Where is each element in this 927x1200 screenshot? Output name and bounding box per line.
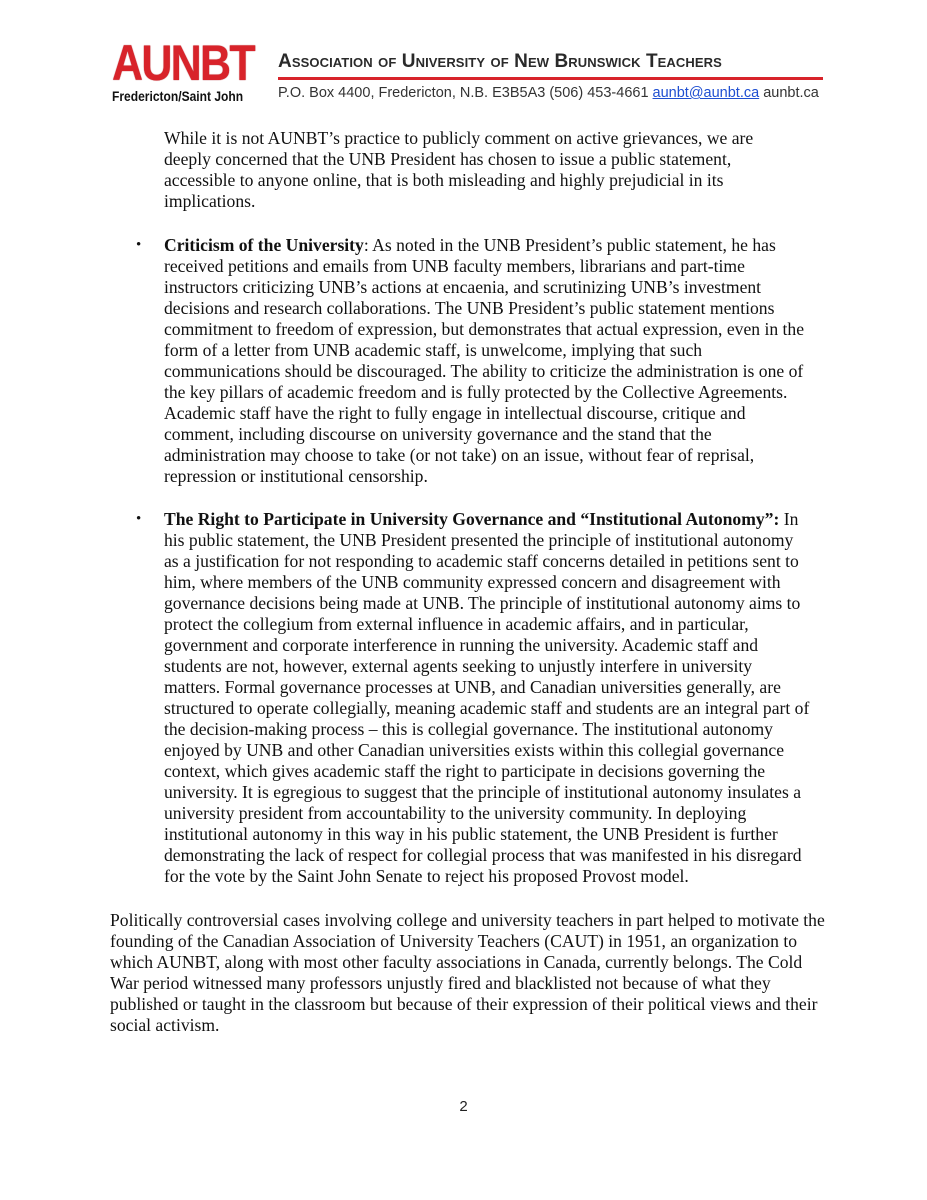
intro-paragraph: While it is not AUNBT’s practice to publicly comment on active grievances, we are deeply concerned that the UNB President has chosen to issue a public statement, accessible to anyone online, that is both misleading and highly prejudicial in its implications.: [164, 128, 754, 211]
list-item: [136, 235, 810, 487]
bullet-heading: The Right to Participate in University Governance and “Institutional Autonomy”:: [164, 509, 780, 529]
logo-text: AUNBT: [112, 35, 254, 91]
list-item: [136, 509, 810, 887]
bullet-heading: Criticism of the University: [164, 235, 364, 255]
aunbt-logo: [112, 35, 260, 104]
bullet-text: As noted in the UNB President’s public statement, he has received petitions and emails from UNB faculty members, librarians and part-time instructors criticizing UNB’s actions at encaenia, and scrutinizing UNB’s investment decisions and research collaborations. The UNB President’s public statement mentions commitment to freedom of expression, but demonstrates that actual expression, even in the form of a letter from UNB academic staff, is unwelcome, implying that such communications should be discouraged. The ability to criticize the administration is one of the key pillars of academic freedom and is fully protected by the Collective Agreements. Academic staff have the right to fully engage in intellectual discourse, critique and comment, including discourse on university governance and the stand that the administration may choose to take (or not take) on an issue, without fear of reprisal, repression or institutional censorship.: [164, 235, 805, 486]
postal-address: P.O. Box 4400, Fredericton, N.B. E3B5A3 (506) 453-4661: [278, 85, 649, 101]
letter-body: [110, 128, 826, 1036]
bullet-list: [110, 235, 826, 887]
bullet-marker: •: [136, 237, 142, 253]
logo-subtitle: Fredericton/Saint John: [112, 88, 244, 104]
letterhead: [112, 35, 822, 110]
organization-name: Association of University of New Brunswick Teachers: [278, 50, 823, 80]
bullet-separator: :: [363, 235, 373, 255]
bullet-marker: •: [136, 511, 142, 527]
page-number: 2: [459, 1098, 468, 1115]
organization-info: [278, 50, 823, 102]
contact-line: [278, 84, 823, 102]
email-link[interactable]: aunbt@aunbt.ca: [652, 85, 760, 101]
bullet-text: In his public statement, the UNB President presented the principle of institutional autonomy as a justification for not responding to academic staff concerns detailed in petitions sent to him, where members of the UNB community expressed concern and disagreement with governance decisions being made at UNB. The principle of institutional autonomy aims to protect the collegium from external influence in academic affairs, and in particular, government and corporate interference in running the university. Academic staff and students are not, however, external agents seeking to unjustly interfere in university matters. Formal governance processes at UNB, and Canadian universities generally, are structured to operate collegially, meaning academic staff and students are an integral part of the decision-making process – this is collegial governance. The institutional autonomy enjoyed by UNB and other Canadian universities exists within this collegial governance context, which gives academic staff the right to participate in decisions governing the university. It is egregious to suggest that the principle of institutional autonomy insulates a university president from accountability to the university community. In deploying institutional autonomy in this way in his public statement, the UNB President is further demonstrating the lack of respect for collegial process that was manifested in his disregard for the vote by the Saint John Senate to reject his proposed Provost model.: [164, 509, 810, 886]
closing-paragraph: Politically controversial cases involving college and university teachers in part helped to motivate the founding of the Canadian Association of University Teachers (CAUT) in 1951, an organization to which AUNBT, along with most other faculty associations in Canada, currently belongs. The Cold War period witnessed many professors unjustly fired and blacklisted not because of what they published or taught in the classroom but because of their expression of their political views and their social activism.: [110, 910, 825, 1035]
website-text: aunbt.ca: [763, 85, 819, 101]
